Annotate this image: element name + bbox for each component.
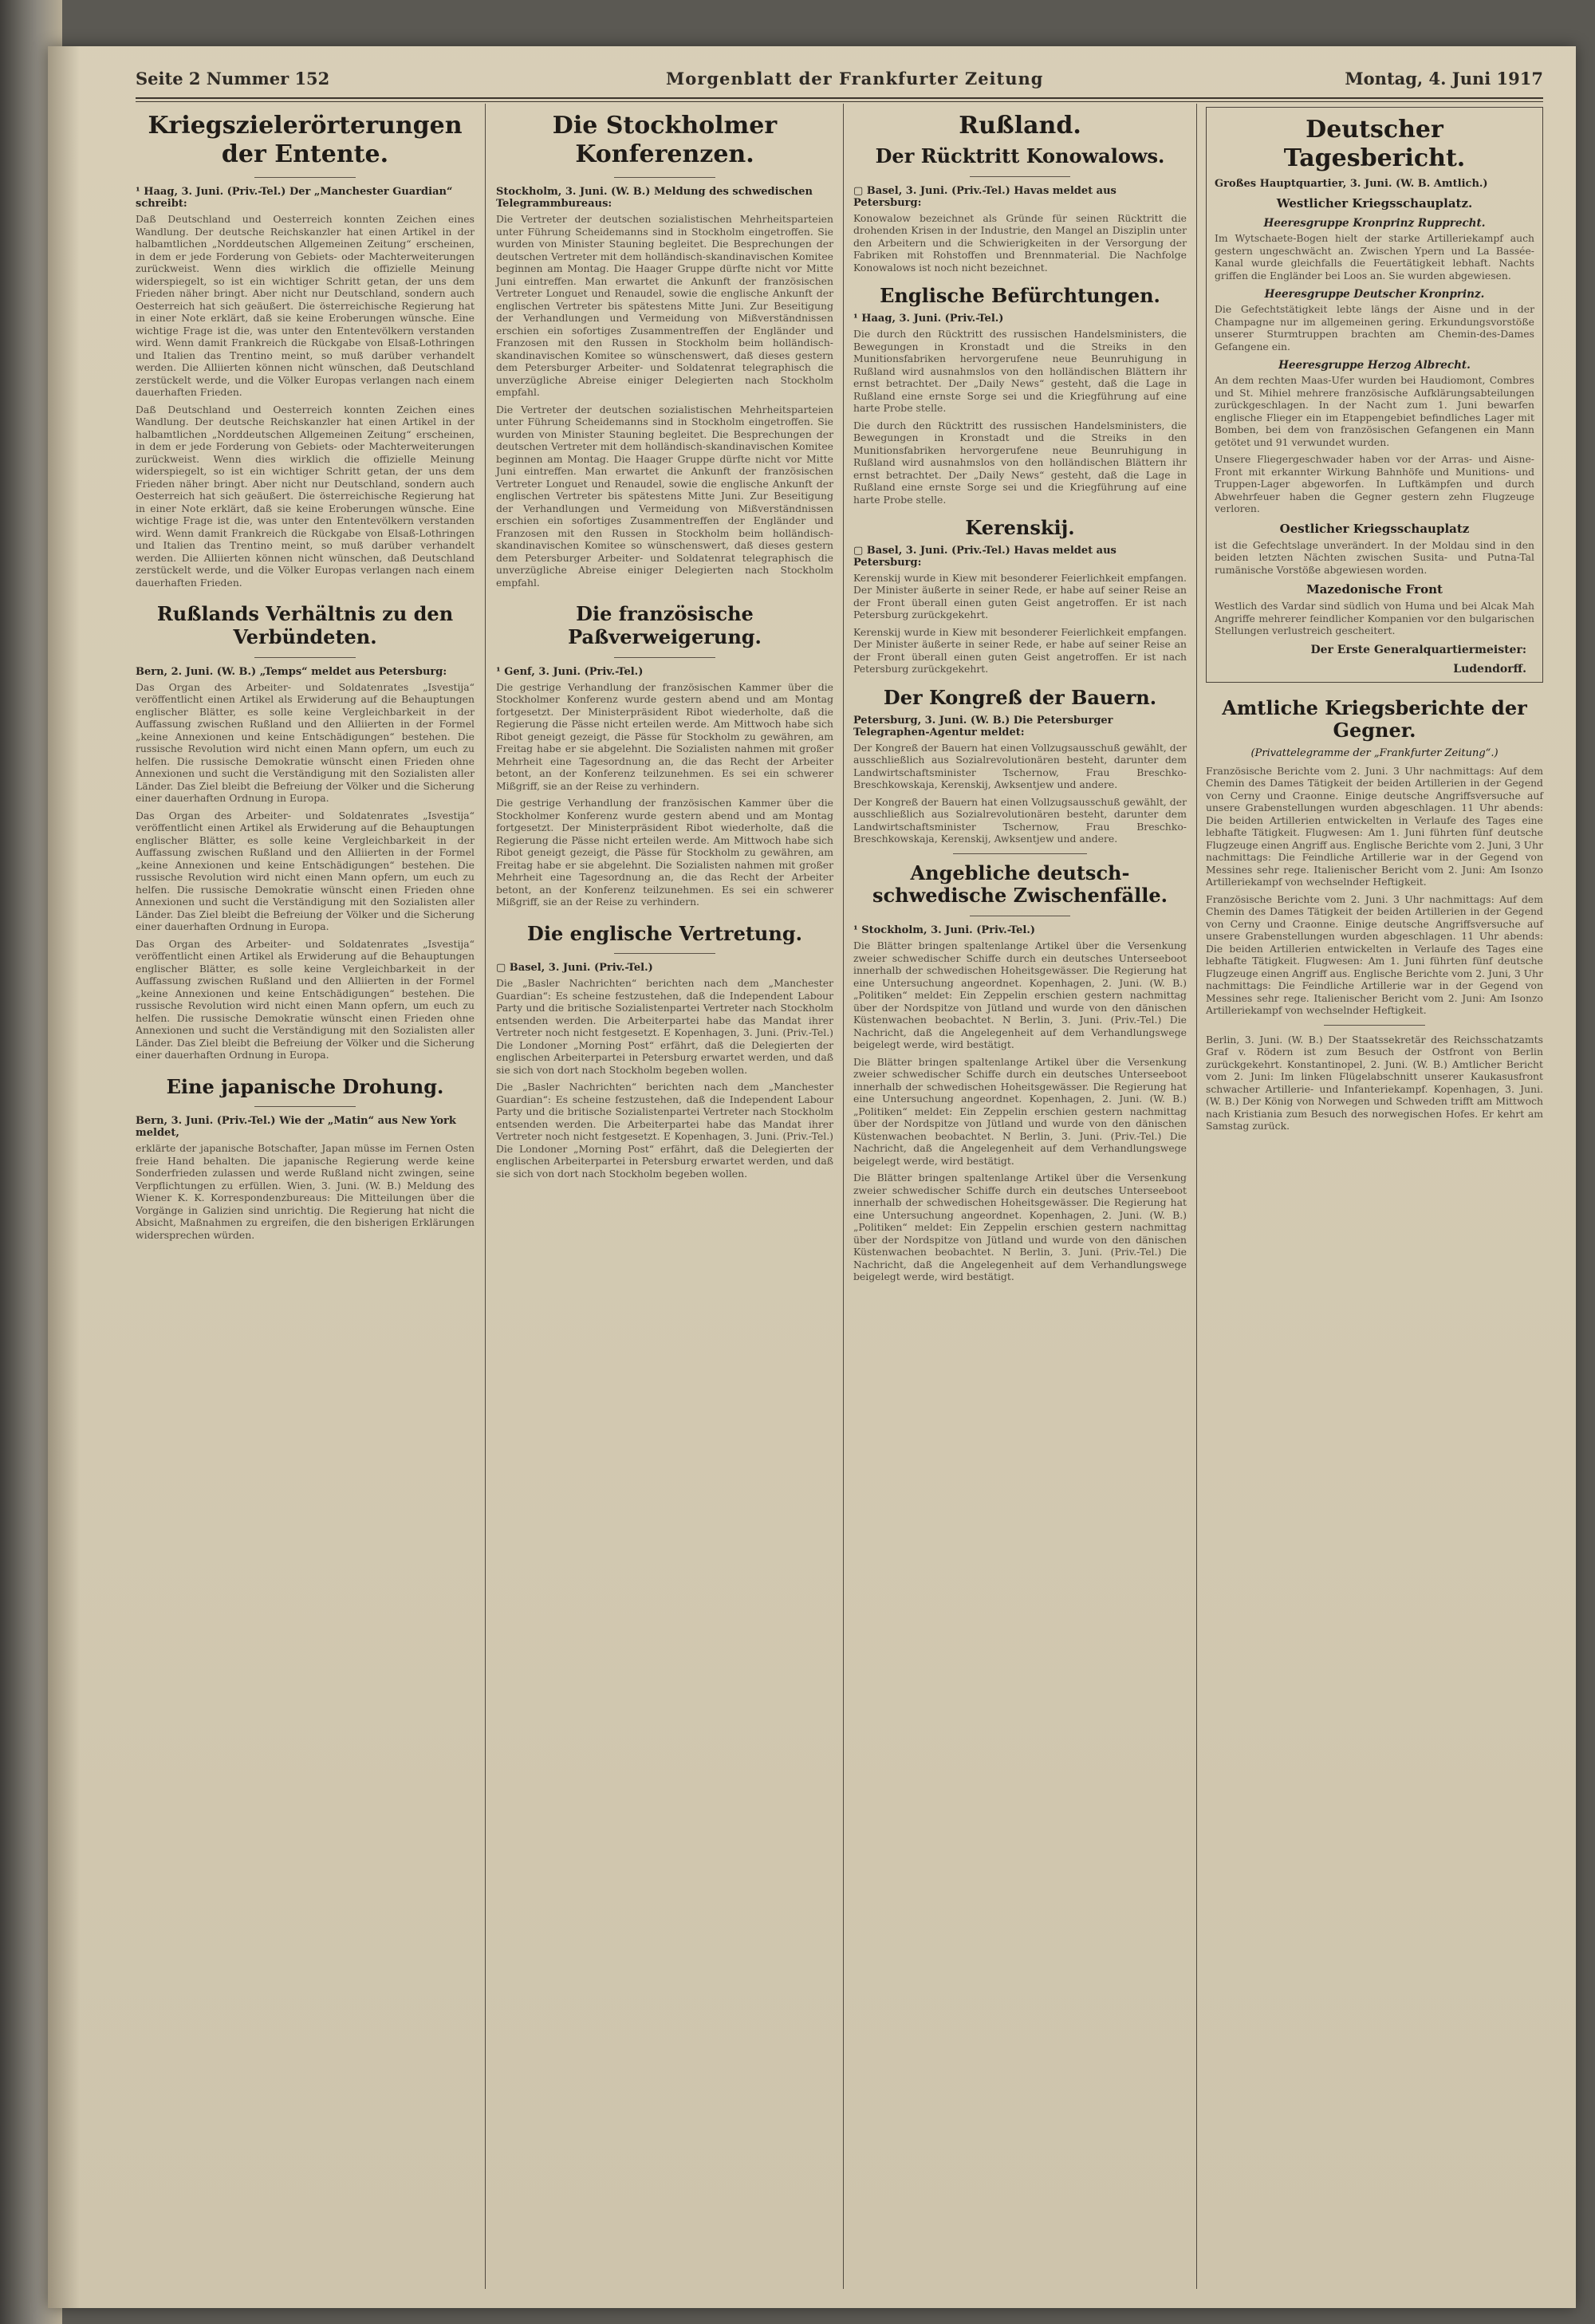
- signature-title: Der Erste Generalquartiermeister:: [1310, 643, 1526, 656]
- headline-rule: [254, 657, 356, 658]
- column-separator: [1196, 104, 1197, 2289]
- headline-rule: [254, 177, 356, 178]
- article-headline: Rußland.: [959, 112, 1081, 140]
- column-4: [1206, 104, 1543, 2289]
- dateline: ▢ Basel, 3. Juni. (Priv.-Tel.) Havas meldet aus Petersburg:: [853, 184, 1116, 209]
- dateline: ¹ Stockholm, 3. Juni. (Priv.-Tel.): [853, 924, 1036, 937]
- article-body: Die durch den Rücktritt des russischen Handelsministers, die Bewegungen in Kronstadt und die Streiks in den Munitionsfabriken hervorgerufene neue Beunruhigung in Rußland wird ausnahmslos von den holländischen Blättern ihr ernst betrachtet. Der „Daily News“ gesteht, daß die Lage in Rußland eine ernste Sorge sei und die Kriegführung auf eine harte Probe stelle.: [853, 328, 1187, 415]
- article-headline: Der Kongreß der Bauern.: [883, 685, 1157, 709]
- headline-rule: [614, 953, 715, 954]
- report-body: Unsere Fliegergeschwader haben vor der Arras- und Aisne-Front mit erkannter Wirkung Bahnhöfe und Munitions- und Truppen-Lager abgeworfen. In Luftkämpfen und durch Abwehrfeuer haben die Gegner gestern zehn Flugzeuge verloren.: [1215, 453, 1534, 514]
- article-body: Das Organ des Arbeiter- und Soldatenrates „Isvestija“ veröffentlicht einen Artikel als Erwiderung auf die Behauptungen englischer Blätter, es solle keine Vergleichbarkeit in der Auffassung zwischen Rußland und den Alliierten in der Formel „keine Annexionen und keine Entschädigungen“ bestehen. Die russische Revolution wird nicht einen Mann opfern, um euch zu helfen. Die russische Demokratie wünscht einen Frieden ohne Annexionen und sucht die Verständigung mit den Sozialisten aller Länder. Das Ziel bleibt die Befreiung der Völker und die Sicherung einer dauerhaften Ordnung in Europa.: [136, 937, 475, 1062]
- dateline: Bern, 2. Juni. (W. B.) „Temps“ meldet aus Petersburg:: [136, 665, 447, 678]
- article-body: Die „Basler Nachrichten“ berichten nach dem „Manchester Guardian“: Es scheine festzustehen, daß die Independent Labour Party und die britische Sozialistenpartei Vertreter nach Stockholm entsenden werden. Die Arbeiterpartei habe das Mandat ihrer Vertreter noch nicht festgesetzt. E Kopenhagen, 3. Juni. (Priv.-Tel.) Die Londoner „Morning Post“ erfährt, daß die Delegierten der englischen Arbeiterpartei in Petersburg erwartet werden, und daß sie sich von dort nach Stockholm begeben wollen.: [496, 1081, 833, 1180]
- daily-report-box: [1206, 107, 1543, 683]
- army-group-heading: Heeresgruppe Herzog Albrecht.: [1278, 359, 1471, 372]
- column-separator: [485, 104, 486, 2289]
- report-body: Im Wytschaete-Bogen hielt der starke Artilleriekampf auch gestern ungeschwächt an. Zwischen Ypern und La Bassée-Kanal wurde gleichfalls die Feuertätigkeit lebhaft. Nachts griffen die Engländer bei Loos an. Sie wurden abgewiesen.: [1215, 232, 1534, 282]
- article-body: Das Organ des Arbeiter- und Soldatenrates „Isvestija“ veröffentlicht einen Artikel als Erwiderung auf die Behauptungen englischer Blätter, es solle keine Vergleichbarkeit in der Auffassung zwischen Rußland und den Alliierten in der Formel „keine Annexionen und keine Entschädigungen“ bestehen. Die russische Revolution wird nicht einen Mann opfern, um euch zu helfen. Die russische Demokratie wünscht einen Frieden ohne Annexionen und sucht die Verständigung mit den Sozialisten aller Länder. Das Ziel bleibt die Befreiung der Völker und die Sicherung einer dauerhaften Ordnung in Europa.: [136, 809, 475, 933]
- dateline: ▢ Basel, 3. Juni. (Priv.-Tel.): [496, 962, 653, 975]
- headline-rule: [970, 176, 1069, 177]
- gutter-shadow: [48, 46, 80, 2308]
- dateline: ▢ Basel, 3. Juni. (Priv.-Tel.) Havas meldet aus Petersburg:: [853, 544, 1116, 569]
- article-headline: Die Stockholmer Konferenzen.: [552, 112, 778, 168]
- article-body: Die Vertreter der deutschen sozialistischen Mehrheitsparteien unter Führung Scheidemanns sind in Stockholm eingetroffen. Sie wurden von Minister Stauning begleitet. Die Besprechungen der deutschen Vertreter mit dem holländisch-skandinavischen Komitee beginnen am Montag. Die Haager Gruppe dürfte nicht vor Mitte Juni eintreffen. Man erwartet die Ankunft der französischen Vertreter Longuet und Renaudel, sowie die englische Ankunft der englischen Vertreter bis spätestens Mitte Juni. Zur Beseitigung der Verhandlungen und Vermeidung von Mißverständnissen erschien ein sofortiges Zusammentreffen der Engländer und Franzosen mit den Russen in Stockholm beim holländisch-skandinavischen Komitee so wünschenswert, daß dieses gestern dem Petersburger Arbeiter- und Soldatenrat telegraphisch die unverzügliche Abreise einiger Delegierten nach Stockholm empfahl.: [496, 213, 833, 398]
- column-3: [853, 104, 1187, 2289]
- article-body: Französische Berichte vom 2. Juni. 3 Uhr nachmittags: Auf dem Chemin des Dames Tätigkeit der beiden Artillerien in der Gegend von Cerny und Craonne. Einige deutsche Angriffsversuche auf unsere Grabenstellungen wurden abgeschlagen. 11 Uhr abends: Die beiden Artillerien entwickelten in Verlaufe des Tages eine lebhafte Tätigkeit. Flugwesen: Am 1. Juni führten fünf deutsche Flugzeuge einen Angriff aus. Englische Berichte vom 2. Juni, 3 Uhr nachmittags: Die Feindliche Artillerie war in der Gegend von Messines sehr rege. Italienischer Bericht vom 2. Juni: Am Isonzo Artilleriekampf von wechselnder Heftigkeit.: [1206, 764, 1543, 888]
- article-headline: Angebliche deutsch-schwedische Zwischenfälle.: [872, 861, 1168, 908]
- article-body: Berlin, 3. Juni. (W. B.) Der Staatssekretär des Reichsschatzamts Graf v. Rödern ist zum Besuch der Ostfront von Berlin zurückgekehrt. Konstantinopel, 2. Juni. (W. B.) Amtlicher Bericht vom 2. Juni: Im linken Flügelabschnitt unserer Kaukasusfront schwacher Artillerie- und Infanteriekampf. Kopenhagen, 3. Juni. (W. B.) Der König von Norwegen und Schweden trifft am Mittwoch nach Kristiania zum Besuch des norwegischen Hofes. Er kehrt am Samstag zurück.: [1206, 1033, 1543, 1132]
- report-body: ist die Gefechtslage unverändert. In der Moldau sind in den beiden letzten Nächten zwischen Susita- und Putna-Tal rumänische Vorstöße abgewiesen worden.: [1215, 538, 1534, 576]
- article-body: Kerenskij wurde in Kiew mit besonderer Feierlichkeit empfangen. Der Minister äußerte in seiner Rede, er habe auf seiner Reise an der Front überall einen guten Geist angetroffen. Er ist nach Petersburg zurückgekehrt.: [853, 625, 1187, 676]
- report-body: An dem rechten Maas-Ufer wurden bei Haudiomont, Combres und St. Mihiel mehrere französische Aufklärungsabteilungen zurückgeschlagen. In der Nacht zum 1. Juni bewarfen englische Flieger ein im Etappengebiet befindliches Lager mit Bomben, bei dem von französischen Gefangenen ein Mann getötet und 91 verwundet wurden.: [1215, 374, 1534, 448]
- signature-name: Ludendorff.: [1453, 662, 1526, 676]
- dateline: Großes Hauptquartier, 3. Juni. (W. B. Amtlich.): [1215, 178, 1488, 190]
- article-headline: Rußlands Verhältnis zu den Verbündeten.: [156, 602, 454, 648]
- article-body: Der Kongreß der Bauern hat einen Vollzugsausschuß gewählt, der ausschließlich aus Sozialrevolutionären besteht, darunter dem Landwirtschaftsminister Tschernow, Frau Breschko-Breschkowskaja, Kerenskij, Awksentjew und andere.: [853, 795, 1187, 845]
- article-body: Das Organ des Arbeiter- und Soldatenrates „Isvestija“ veröffentlicht einen Artikel als Erwiderung auf die Behauptungen englischer Blätter, es solle keine Vergleichbarkeit in der Auffassung zwischen Rußland und den Alliierten in der Formel „keine Annexionen und keine Entschädigungen“ bestehen. Die russische Revolution wird nicht einen Mann opfern, um euch zu helfen. Die russische Demokratie wünscht einen Frieden ohne Annexionen und sucht die Verständigung mit den Sozialisten aller Länder. Das Ziel bleibt die Befreiung der Völker und die Sicherung einer dauerhaften Ordnung in Europa.: [136, 680, 475, 805]
- column-1: [136, 104, 475, 2289]
- headline-rule: [614, 657, 715, 658]
- article-headline: Amtliche Kriegsberichte der Gegner.: [1222, 695, 1527, 742]
- article-body: Die Blätter bringen spaltenlange Artikel über die Versenkung zweier schwedischer Schiffe durch ein deutsches Unterseeboot innerhalb der schwedischen Hoheitsgewässer. Die Regierung hat eine Untersuchung angeordnet. Kopenhagen, 2. Juni. (W. B.) „Politiken“ meldet: Ein Zeppelin erschien gestern nachmittag über der Nordspitze von Jütland und wurde von den dänischen Küstenwachen beobachtet. N Berlin, 3. Juni. (Priv.-Tel.) Die Nachricht, daß die Angelegenheit auf dem Verhandlungswege beigelegt werde, wird bestätigt.: [853, 1055, 1187, 1167]
- section-rule: [1324, 1025, 1425, 1026]
- report-body: Die Gefechtstätigkeit lebte längs der Aisne und in der Champagne nur im allgemeinen gering. Erkundungsvorstöße unserer Sturmtruppen brachten am Chemin-des-Dames Gefangene ein.: [1215, 303, 1534, 353]
- article-headline: Englische Befürchtungen.: [880, 284, 1160, 308]
- article-body: Die Blätter bringen spaltenlange Artikel über die Versenkung zweier schwedischer Schiffe durch ein deutsches Unterseeboot innerhalb der schwedischen Hoheitsgewässer. Die Regierung hat eine Untersuchung angeordnet. Kopenhagen, 2. Juni. (W. B.) „Politiken“ meldet: Ein Zeppelin erschien gestern nachmittag über der Nordspitze von Jütland und wurde von den dänischen Küstenwachen beobachtet. N Berlin, 3. Juni. (Priv.-Tel.) Die Nachricht, daß die Angelegenheit auf dem Verhandlungswege beigelegt werde, wird bestätigt.: [853, 1172, 1187, 1283]
- dateline: Petersburg, 3. Juni. (W. B.) Die Petersburger Telegraphen-Agentur meldet:: [853, 714, 1113, 739]
- dateline: ¹ Haag, 3. Juni. (Priv.-Tel.): [853, 313, 1004, 325]
- dateline: ¹ Haag, 3. Juni. (Priv.-Tel.) Der „Manchester Guardian“ schreibt:: [136, 186, 453, 210]
- article-subheadline: Der Rücktritt Konowalows.: [875, 144, 1165, 167]
- article-headline: Die französische Paßverweigerung.: [568, 602, 762, 648]
- article-body: Die durch den Rücktritt des russischen Handelsministers, die Bewegungen in Kronstadt und die Streiks in den Munitionsfabriken hervorgerufene neue Beunruhigung in Rußland wird ausnahmslos von den holländischen Blättern ihr ernst betrachtet. Der „Daily News“ gesteht, daß die Lage in Rußland eine ernste Sorge sei und die Kriegführung auf eine harte Probe stelle.: [853, 419, 1187, 506]
- article-headline: Kerenskij.: [965, 516, 1075, 540]
- army-group-heading: Heeresgruppe Deutscher Kronprinz.: [1264, 288, 1485, 301]
- headline-rule: [254, 1106, 356, 1107]
- column-2: [496, 104, 833, 2289]
- article-subheadline: (Privattelegramme der „Frankfurter Zeitung“.): [1250, 747, 1499, 760]
- page-number: Seite 2 Nummer 152: [136, 69, 330, 89]
- dateline: ¹ Genf, 3. Juni. (Priv.-Tel.): [496, 665, 644, 678]
- article-headline: Deutscher Tagesbericht.: [1283, 116, 1466, 172]
- report-body: Westlich des Vardar sind südlich von Huma und bei Alcak Mah Angriffe mehrerer feindlicher Kompanien vor den bulgarischen Stellungen verlustreich gescheitert.: [1215, 600, 1534, 636]
- article-headline: Eine japanische Drohung.: [166, 1074, 444, 1098]
- article-body: Die „Basler Nachrichten“ berichten nach dem „Manchester Guardian“: Es scheine festzustehen, daß die Independent Labour Party und die britische Sozialistenpartei Vertreter nach Stockholm entsenden werden. Die Arbeiterpartei habe das Mandat ihrer Vertreter noch nicht festgesetzt. E Kopenhagen, 3. Juni. (Priv.-Tel.) Die Londoner „Morning Post“ erfährt, daß die Delegierten der englischen Arbeiterpartei in Petersburg erwartet werden, und daß sie sich von dort nach Stockholm begeben wollen.: [496, 977, 833, 1076]
- article-headline: Die englische Vertretung.: [527, 921, 802, 945]
- article-headline: Kriegszielerörterungen der Entente.: [148, 112, 463, 168]
- issue-date: Montag, 4. Juni 1917: [1345, 69, 1543, 89]
- article-body: Französische Berichte vom 2. Juni. 3 Uhr nachmittags: Auf dem Chemin des Dames Tätigkeit der beiden Artillerien in der Gegend von Cerny und Craonne. Einige deutsche Angriffsversuche auf unsere Grabenstellungen wurden abgeschlagen. 11 Uhr abends: Die beiden Artillerien entwickelten in Verlaufe des Tages eine lebhafte Tätigkeit. Flugwesen: Am 1. Juni führten fünf deutsche Flugzeuge einen Angriff aus. Englische Berichte vom 2. Juni, 3 Uhr nachmittags: Die Feindliche Artillerie war in der Gegend von Messines sehr rege. Italienischer Bericht vom 2. Juni: Am Isonzo Artilleriekampf von wechselnder Heftigkeit.: [1206, 892, 1543, 1017]
- newspaper-title: Morgenblatt der Frankfurter Zeitung: [666, 69, 1044, 89]
- army-group-heading: Heeresgruppe Kronprinz Rupprecht.: [1263, 217, 1486, 230]
- article-body: Konowalow bezeichnet als Gründe für seinen Rücktritt die drohenden Krisen in der Industrie, den Mangel an Disziplin unter den Arbeitern und die Schwierigkeiten in der Versorgung der Fabriken mit Rohstoffen und Brennmaterial. Die Nachfolge Konowalows ist noch nicht bezeichnet.: [853, 211, 1187, 274]
- dateline: Bern, 3. Juni. (Priv.-Tel.) Wie der „Matin“ aus New York meldet,: [136, 1115, 456, 1140]
- section-heading: Westlicher Kriegsschauplatz.: [1276, 196, 1473, 211]
- section-heading: Mazedonische Front: [1306, 582, 1443, 597]
- section-heading: Oestlicher Kriegsschauplatz: [1279, 521, 1470, 536]
- article-body: Daß Deutschland und Oesterreich konnten Zeichen eines Wandlung. Der deutsche Reichskanzler hat einen Artikel in der halbamtlichen „Norddeutschen Allgemeinen Zeitung“ erscheinen, in dem er jede Forderung von Gebiets- oder Machterweiterungen zurückweist. Wenn dies wirklich die offizielle Meinung widerspiegelt, so ist ein wichtiger Schritt getan, der uns dem Frieden näher bringt. Aber nicht nur Deutschland, sondern auch Oesterreich hat sich geäußert. Die österreichische Regierung hat in einer Note erklärt, daß sie keine Eroberungen wünsche. Eine wichtige Frage ist die, was unter den Ententevölkern verstanden wird. Wenn damit Frankreich die Rückgabe von Elsaß-Lothringen und Italien das Trentino meint, so muß darüber verhandelt werden. Die Alliierten können nicht wünschen, daß Deutschland zerstückelt werde, und die Völker Europas verlangen nach einem dauerhaften Frieden.: [136, 403, 475, 589]
- masthead-rule-thin: [136, 101, 1543, 102]
- headline-rule: [614, 177, 715, 178]
- article-body: Die Blätter bringen spaltenlange Artikel über die Versenkung zweier schwedischer Schiffe durch ein deutsches Unterseeboot innerhalb der schwedischen Hoheitsgewässer. Die Regierung hat eine Untersuchung angeordnet. Kopenhagen, 2. Juni. (W. B.) „Politiken“ meldet: Ein Zeppelin erschien gestern nachmittag über der Nordspitze von Jütland und wurde von den dänischen Küstenwachen beobachtet. N Berlin, 3. Juni. (Priv.-Tel.) Die Nachricht, daß die Angelegenheit auf dem Verhandlungswege beigelegt werde, wird bestätigt.: [853, 939, 1187, 1051]
- column-separator: [843, 104, 844, 2289]
- dateline: Stockholm, 3. Juni. (W. B.) Meldung des schwedischen Telegrammbureaus:: [496, 186, 813, 210]
- section-rule: [953, 853, 1086, 854]
- article-body: Kerenskij wurde in Kiew mit besonderer Feierlichkeit empfangen. Der Minister äußerte in seiner Rede, er habe auf seiner Reise an der Front überall einen guten Geist angetroffen. Er ist nach Petersburg zurückgekehrt.: [853, 571, 1187, 621]
- article-body: Der Kongreß der Bauern hat einen Vollzugsausschuß gewählt, der ausschließlich aus Sozialrevolutionären besteht, darunter dem Landwirtschaftsminister Tschernow, Frau Breschko-Breschkowskaja, Kerenskij, Awksentjew und andere.: [853, 741, 1187, 791]
- masthead: [136, 62, 1543, 94]
- article-body: Die gestrige Verhandlung der französischen Kammer über die Stockholmer Konferenz wurde gestern abend und am Montag fortgesetzt. Der Ministerpräsident Ribot wiederholte, daß die Regierung die Pässe nicht erteilen werde. Am Mittwoch habe sich Ribot geneigt gezeigt, die Pässe für Stockholm zu gewähren, am Freitag habe er sie abgelehnt. Die Sozialisten nahmen mit großer Mehrheit eine Tagesordnung an, die das Recht der Arbeiter betont, an der Konferenz teilzunehmen. Es sei ein schwerer Mißgriff, sie an der Reise zu verhindern.: [496, 680, 833, 792]
- masthead-rule: [136, 97, 1543, 99]
- article-body: Die Vertreter der deutschen sozialistischen Mehrheitsparteien unter Führung Scheidemanns sind in Stockholm eingetroffen. Sie wurden von Minister Stauning begleitet. Die Besprechungen der deutschen Vertreter mit dem holländisch-skandinavischen Komitee beginnen am Montag. Die Haager Gruppe dürfte nicht vor Mitte Juni eintreffen. Man erwartet die Ankunft der französischen Vertreter Longuet und Renaudel, sowie die englische Ankunft der englischen Vertreter bis spätestens Mitte Juni. Zur Beseitigung der Verhandlungen und Vermeidung von Mißverständnissen erschien ein sofortiges Zusammentreffen der Engländer und Franzosen mit den Russen in Stockholm beim holländisch-skandinavischen Komitee so wünschenswert, daß dieses gestern dem Petersburger Arbeiter- und Soldatenrat telegraphisch die unverzügliche Abreise einiger Delegierten nach Stockholm empfahl.: [496, 403, 833, 589]
- article-body: erklärte der japanische Botschafter, Japan müsse im Fernen Osten freie Hand behalten. Die japanische Regierung werde keine Sonderfrieden zulassen und werde Rußland nicht zwingen, seine Verpflichtungen zu erfüllen. Wien, 3. Juni. (W. B.) Meldung des Wiener K. K. Korrespondenzbureaus: Die Mitteilungen über die Vorgänge in Galizien sind unrichtig. Die Regierung hat nicht die Absicht, Maßnahmen zu ergreifen, die den bisherigen Erklärungen widersprechen würden.: [136, 1142, 475, 1241]
- article-body: Daß Deutschland und Oesterreich konnten Zeichen eines Wandlung. Der deutsche Reichskanzler hat einen Artikel in der halbamtlichen „Norddeutschen Allgemeinen Zeitung“ erscheinen, in dem er jede Forderung von Gebiets- oder Machterweiterungen zurückweist. Wenn dies wirklich die offizielle Meinung widerspiegelt, so ist ein wichtiger Schritt getan, der uns dem Frieden näher bringt. Aber nicht nur Deutschland, sondern auch Oesterreich hat sich geäußert. Die österreichische Regierung hat in einer Note erklärt, daß sie keine Eroberungen wünsche. Eine wichtige Frage ist die, was unter den Ententevölkern verstanden wird. Wenn damit Frankreich die Rückgabe von Elsaß-Lothringen und Italien das Trentino meint, so muß darüber verhandelt werden. Die Alliierten können nicht wünschen, daß Deutschland zerstückelt werde, und die Völker Europas verlangen nach einem dauerhaften Frieden.: [136, 213, 475, 398]
- article-body: Die gestrige Verhandlung der französischen Kammer über die Stockholmer Konferenz wurde gestern abend und am Montag fortgesetzt. Der Ministerpräsident Ribot wiederholte, daß die Regierung die Pässe nicht erteilen werde. Am Mittwoch habe sich Ribot geneigt gezeigt, die Pässe für Stockholm zu gewähren, am Freitag habe er sie abgelehnt. Die Sozialisten nahmen mit großer Mehrheit eine Tagesordnung an, die das Recht der Arbeiter betont, an der Konferenz teilzunehmen. Es sei ein schwerer Mißgriff, sie an der Reise zu verhindern.: [496, 797, 833, 908]
